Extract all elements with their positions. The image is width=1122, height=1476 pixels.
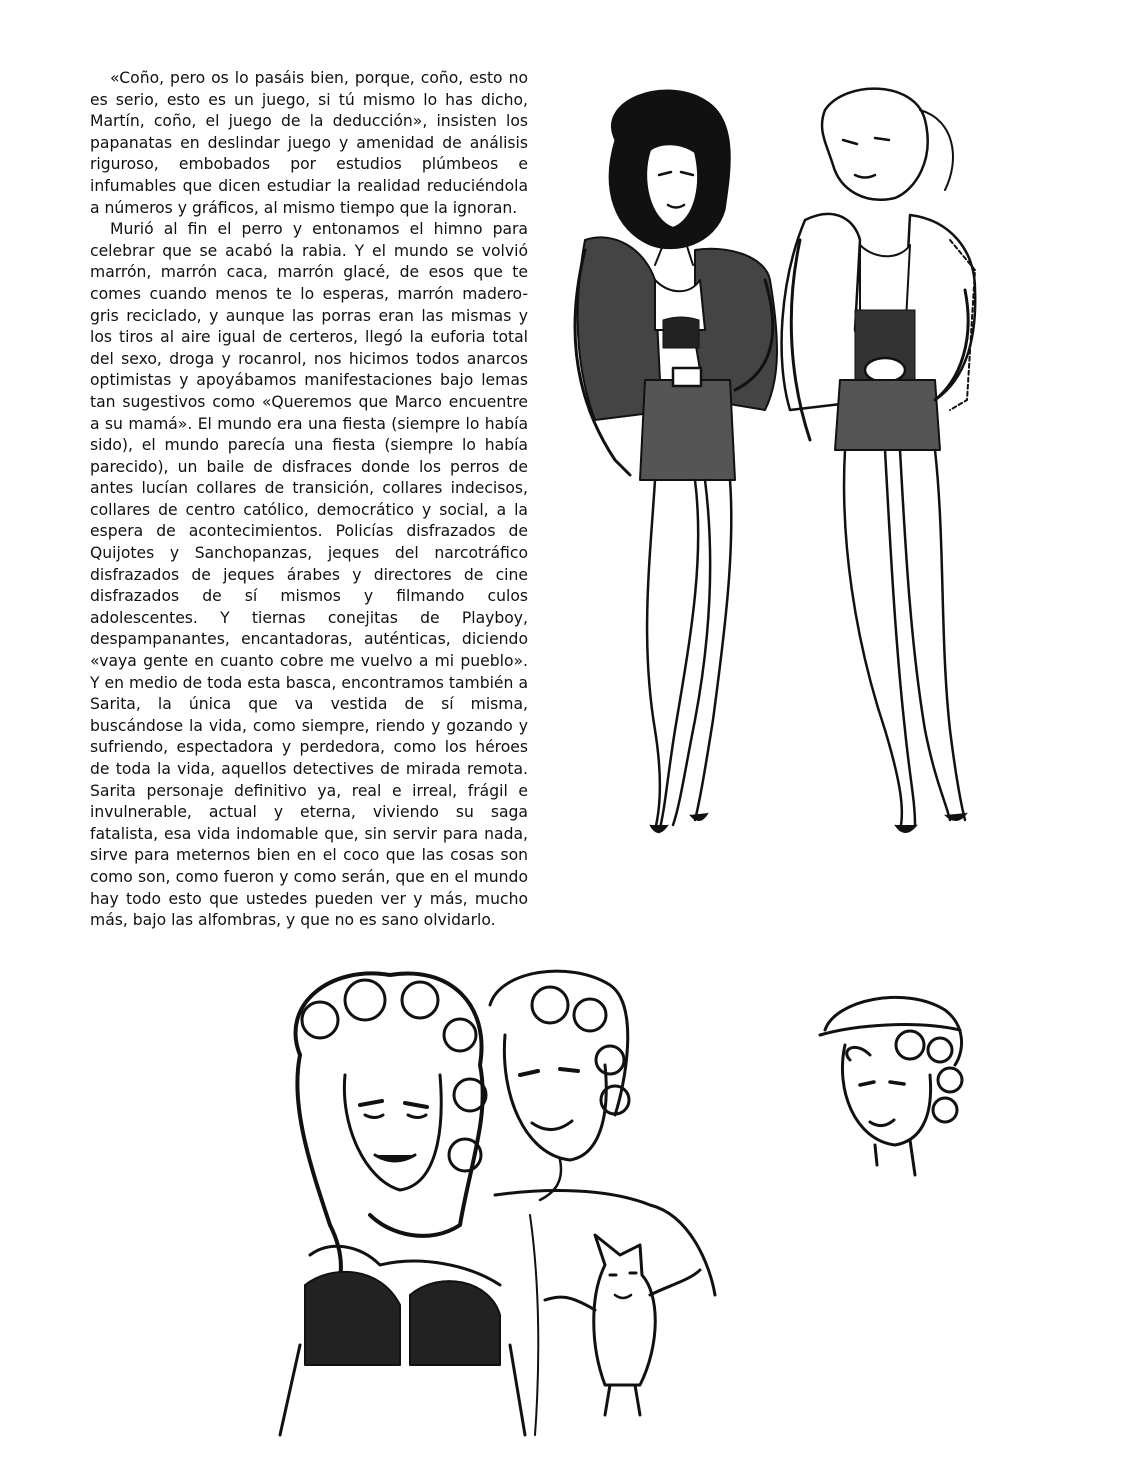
paragraph-1: «Coño, pero os lo pasáis bien, porque, coño, esto no es serio, esto es un juego, si tú mismo lo has dicho, Martín, coño, el juego de la deducción», insisten los papanatas en deslindar juego y amenidad de análisis riguroso, embobados por estudios plúmbeos e infumables que dicen estudiar la realidad reduciéndola a números y gráficos, al mismo tiempo que la ignoran.	[90, 69, 528, 217]
illustration-couple-sketch	[270, 965, 740, 1445]
paragraph-2: Murió al fin el perro y entonamos el himno para celebrar que se acabó la rabia. Y el mundo se volvió marrón, marrón caca, marrón glacé, de esos que te comes cuando menos te lo esperas, marrón madero-gris reciclado, y aunque las porras eran las mismas y los tiros al aire igual de certeros, llegó la euforia total del sexo, droga y rocanrol, nos hicimos todos anarcos optimistas y apoyábamos manifestaciones bajo lemas tan sugestivos como «Queremos que Marco encuentre a su mamá». El mundo era una fiesta (siempre lo había sido), el mundo parecía una fiesta (siempre lo había parecido), un baile de disfraces donde los perros de antes lucían collares de transición, collares indecisos, collares de centro católico, democrático y social, a la espera de acontecimientos. Policías disfrazados de Quijotes y Sanchopanzas, jeques del narcotráfico disfrazados de jeques árabes y directores de cine disfrazados de sí mismos y filmando culos adolescentes. Y tiernas conejitas de Playboy, despampanantes, encantadoras, auténticas, diciendo «vaya gente en cuanto cobre me vuelvo a mi pueblo». Y en medio de toda esta basca, encontramos también a Sarita, la única que va vestida de sí misma, buscándose la vida, como siempre, riendo y gozando y sufriendo, espectadora y perdedora, como los héroes de toda la vida, aquellos detectives de mirada remota. Sarita personaje definitivo ya, real e irreal, frágil e invulnerable, actual y eterna, viviendo su saga fatalista, esa vida indomable que, sin servir para nada, sirve para meternos bien en el coco que las cosas son como son, como fueron y como serán, que en el mundo hay todo esto que ustedes pueden ver y más, mucho más, bajo las alfombras, y que no es sano olvidarlo.	[90, 220, 528, 930]
illustration-two-women	[555, 80, 985, 850]
article-text	[90, 68, 528, 932]
figure-curly-haired-woman	[280, 973, 525, 1435]
figure-dark-haired-woman	[575, 90, 777, 833]
illustration-head-sketch	[815, 990, 975, 1180]
figure-blonde-woman	[782, 89, 976, 833]
figure-boy-with-cap	[820, 997, 962, 1175]
figure-young-man	[490, 971, 715, 1435]
